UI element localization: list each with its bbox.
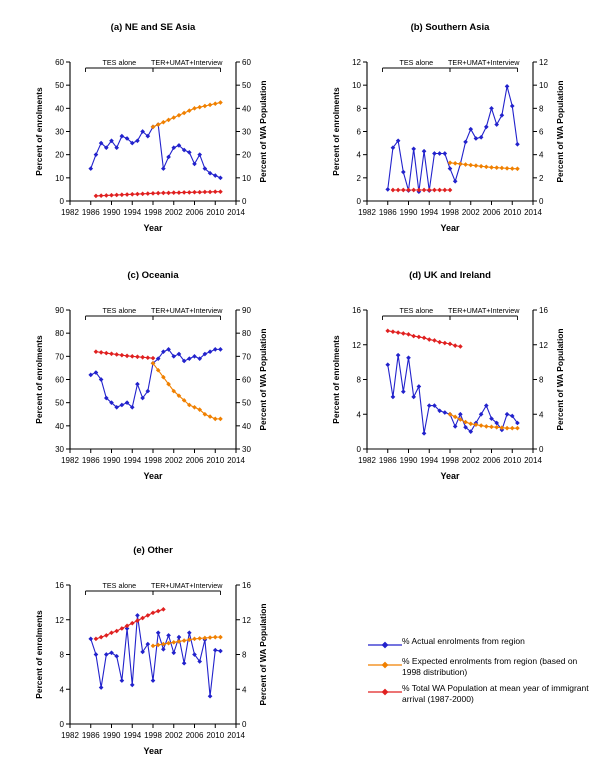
svg-text:10: 10 [352,81,361,91]
svg-text:4: 4 [356,410,361,420]
svg-text:60: 60 [242,375,251,385]
svg-text:70: 70 [55,352,64,362]
svg-text:2010: 2010 [503,208,522,217]
svg-text:TER+UMAT+Interview: TER+UMAT+Interview [448,306,520,315]
svg-text:Percent of WA Population: Percent of WA Population [258,328,268,431]
legend-item [368,656,593,677]
svg-text:Year: Year [143,223,163,233]
svg-text:60: 60 [242,58,251,67]
svg-text:2014: 2014 [227,208,245,217]
svg-text:Percent of WA Population: Percent of WA Population [555,80,565,183]
svg-text:TER+UMAT+Interview: TER+UMAT+Interview [151,58,223,67]
legend-item [368,683,593,704]
svg-text:2010: 2010 [206,731,225,740]
svg-text:TES alone: TES alone [399,306,434,315]
svg-text:2014: 2014 [524,456,542,465]
panel-title-b: (b) Southern Asia [410,22,490,33]
svg-text:1982: 1982 [358,208,376,217]
svg-text:6: 6 [539,127,544,137]
plot-area-a [8,32,298,247]
svg-text:2014: 2014 [227,731,245,740]
svg-text:1990: 1990 [102,456,121,465]
svg-text:50: 50 [242,81,251,91]
svg-text:1990: 1990 [102,208,121,217]
plot-area-e [8,555,298,770]
panel-title-a: (a) NE and SE Asia [110,22,196,33]
svg-text:50: 50 [55,398,64,408]
svg-text:2006: 2006 [185,208,204,217]
svg-text:TES alone: TES alone [102,58,137,67]
svg-text:Percent of enrolments: Percent of enrolments [331,335,341,424]
svg-text:8: 8 [59,650,64,660]
svg-text:4: 4 [356,150,361,160]
svg-text:50: 50 [242,398,251,408]
svg-text:Percent of enrolments: Percent of enrolments [34,87,44,176]
svg-text:4: 4 [59,685,64,695]
svg-text:40: 40 [55,421,64,431]
svg-text:16: 16 [242,581,251,590]
legend-marker-icon [368,660,402,670]
svg-text:2002: 2002 [461,208,480,217]
svg-text:0: 0 [242,720,247,729]
svg-text:2006: 2006 [482,208,501,217]
svg-text:TES alone: TES alone [102,306,137,315]
svg-text:1990: 1990 [399,208,418,217]
svg-text:12: 12 [539,58,548,67]
svg-text:8: 8 [356,104,361,114]
plot-area-b [305,32,595,247]
svg-text:10: 10 [242,173,251,183]
svg-text:1994: 1994 [420,208,439,217]
svg-text:4: 4 [539,150,544,160]
svg-text:2002: 2002 [164,208,183,217]
legend-label: % Expected enrolments from region (based on 1998 distribution) [402,656,578,677]
svg-text:Percent of WA Population: Percent of WA Population [258,80,268,183]
svg-text:20: 20 [55,150,64,160]
svg-text:Percent of enrolments: Percent of enrolments [331,87,341,176]
svg-text:1986: 1986 [81,208,100,217]
svg-text:0: 0 [539,445,544,454]
svg-text:1986: 1986 [81,731,100,740]
svg-text:12: 12 [55,615,64,625]
svg-text:Year: Year [143,471,163,481]
chart-panel-c [8,270,298,485]
svg-text:1990: 1990 [102,731,121,740]
svg-text:2010: 2010 [206,456,225,465]
svg-text:4: 4 [539,410,544,420]
svg-text:90: 90 [242,306,251,315]
svg-text:0: 0 [59,197,64,206]
svg-text:2014: 2014 [227,456,245,465]
svg-text:40: 40 [55,104,64,114]
svg-text:0: 0 [356,445,361,454]
plot-area-c [8,280,298,495]
panel-title-e: (e) Other [133,545,173,556]
svg-text:1990: 1990 [399,456,418,465]
svg-text:1998: 1998 [144,731,162,740]
legend-marker-icon [368,687,402,697]
svg-text:0: 0 [539,197,544,206]
svg-text:2: 2 [539,173,544,183]
svg-text:30: 30 [55,127,64,137]
plot-svg-c [8,280,298,495]
svg-text:Year: Year [440,471,460,481]
svg-text:1982: 1982 [61,208,79,217]
plot-svg-b [305,32,595,247]
legend-label: % Total WA Population at mean year of immigrant arrival (1987-2000) [402,683,589,704]
svg-text:1986: 1986 [378,208,397,217]
svg-text:12: 12 [352,58,361,67]
svg-text:2: 2 [356,173,361,183]
svg-text:1994: 1994 [123,731,142,740]
plot-svg-a [8,32,298,247]
svg-text:TES alone: TES alone [102,581,137,590]
svg-text:12: 12 [539,340,548,350]
svg-text:16: 16 [539,306,548,315]
plot-svg-e [8,555,298,770]
chart-panel-b [305,22,595,237]
svg-text:0: 0 [59,720,64,729]
svg-text:TER+UMAT+Interview: TER+UMAT+Interview [448,58,520,67]
svg-text:10: 10 [55,173,64,183]
svg-text:Percent of enrolments: Percent of enrolments [34,610,44,699]
svg-text:2006: 2006 [185,456,204,465]
svg-text:60: 60 [55,375,64,385]
svg-text:1982: 1982 [61,456,79,465]
svg-text:1986: 1986 [378,456,397,465]
svg-text:12: 12 [242,615,251,625]
svg-text:2006: 2006 [185,731,204,740]
svg-text:12: 12 [352,340,361,350]
svg-text:20: 20 [242,150,251,160]
svg-text:Year: Year [143,746,163,756]
chart-panel-a [8,22,298,237]
svg-text:2002: 2002 [164,731,183,740]
svg-text:70: 70 [242,352,251,362]
svg-text:80: 80 [242,329,251,339]
plot-svg-d [305,280,595,495]
figure-legend [368,636,593,711]
legend-marker-icon [368,640,402,650]
svg-text:16: 16 [352,306,361,315]
svg-text:TER+UMAT+Interview: TER+UMAT+Interview [151,306,223,315]
svg-text:30: 30 [55,445,64,454]
svg-text:1998: 1998 [144,208,162,217]
svg-text:Percent of WA Population: Percent of WA Population [555,328,565,431]
svg-text:50: 50 [55,81,64,91]
legend-item [368,636,593,650]
svg-text:TER+UMAT+Interview: TER+UMAT+Interview [151,581,223,590]
svg-text:1986: 1986 [81,456,100,465]
svg-text:30: 30 [242,127,251,137]
svg-text:90: 90 [55,306,64,315]
svg-text:2002: 2002 [164,456,183,465]
svg-text:2010: 2010 [206,208,225,217]
plot-area-d [305,280,595,495]
svg-text:2002: 2002 [461,456,480,465]
svg-text:10: 10 [539,81,548,91]
svg-text:8: 8 [356,375,361,385]
svg-text:40: 40 [242,421,251,431]
svg-text:16: 16 [55,581,64,590]
svg-text:Percent of enrolments: Percent of enrolments [34,335,44,424]
svg-text:1982: 1982 [358,456,376,465]
svg-text:2006: 2006 [482,456,501,465]
svg-text:8: 8 [539,104,544,114]
svg-text:60: 60 [55,58,64,67]
svg-text:1998: 1998 [441,456,459,465]
svg-text:4: 4 [242,685,247,695]
chart-panel-e [8,545,298,760]
svg-text:0: 0 [242,197,247,206]
chart-panel-d [305,270,595,485]
svg-text:Year: Year [440,223,460,233]
svg-text:1994: 1994 [123,456,142,465]
svg-text:6: 6 [356,127,361,137]
svg-text:80: 80 [55,329,64,339]
legend-label: % Actual enrolments from region [402,636,525,646]
panel-title-c: (c) Oceania [127,270,179,281]
svg-text:8: 8 [242,650,247,660]
svg-text:1994: 1994 [420,456,439,465]
svg-text:0: 0 [356,197,361,206]
svg-text:1982: 1982 [61,731,79,740]
panel-title-d: (d) UK and Ireland [409,270,491,281]
svg-text:40: 40 [242,104,251,114]
svg-text:2010: 2010 [503,456,522,465]
svg-text:1998: 1998 [441,208,459,217]
svg-text:Percent of WA Population: Percent of WA Population [258,603,268,706]
svg-text:30: 30 [242,445,251,454]
svg-text:2014: 2014 [524,208,542,217]
svg-text:8: 8 [539,375,544,385]
svg-text:TES alone: TES alone [399,58,434,67]
svg-text:1994: 1994 [123,208,142,217]
svg-text:1998: 1998 [144,456,162,465]
